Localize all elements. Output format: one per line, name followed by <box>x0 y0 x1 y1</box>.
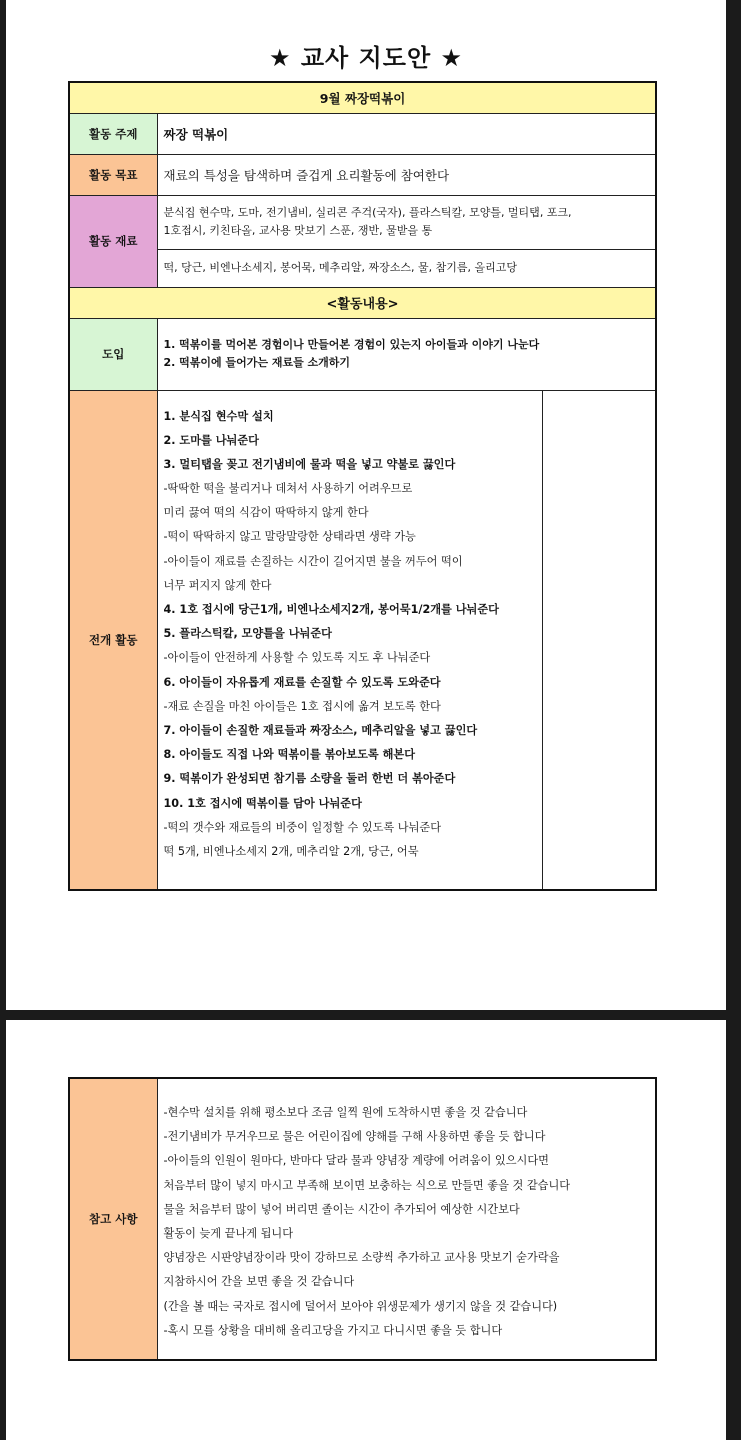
lesson-plan-table <box>68 81 657 891</box>
notes-line: 양념장은 시판양념장이라 맛이 강하므로 소량씩 추가하고 교사용 맛보기 숟가락을 <box>163 1251 560 1265</box>
plan-header: 9월 짜장떡볶이 <box>69 82 656 113</box>
notes-table <box>68 1077 657 1361</box>
page-title: ★ 교사 지도안 ★ <box>268 44 464 72</box>
dev-line: -떡의 갯수와 재료들의 비중이 일정할 수 있도록 나눠준다 <box>163 820 441 834</box>
materials-label: 활동 재료 <box>69 195 157 287</box>
notes-line: 처음부터 많이 넣지 마시고 부족해 보이면 보충하는 식으로 만들면 좋을 것 같습니다 <box>163 1178 571 1192</box>
document-page-1 <box>6 0 726 1010</box>
dev-line: 10. 1호 접시에 떡볶이를 담아 나눠준다 <box>163 796 362 810</box>
notes-line: -현수막 설치를 위해 평소보다 조금 일찍 원에 도착하시면 좋을 것 같습니다 <box>163 1106 528 1120</box>
document-page-2 <box>6 1020 726 1440</box>
notes-line: 물을 처음부터 많이 넣어 버리면 졸이는 시간이 추가되어 예상한 시간보다 <box>163 1202 520 1216</box>
notes-label: 참고 사항 <box>69 1078 157 1360</box>
topic-label: 활동 주제 <box>69 113 157 154</box>
dev-line: 5. 플라스틱칼, 모양틀을 나눠준다 <box>163 627 332 641</box>
dev-line: -딱딱한 떡을 불리거나 데쳐서 사용하기 어려우므로 <box>163 482 413 496</box>
notes-line: -전기냄비가 무거우므로 물은 어린이집에 양해를 구해 사용하면 좋을 듯 합니다 <box>163 1130 546 1144</box>
dev-side-column <box>542 390 656 890</box>
dev-line: 8. 아이들도 직접 나와 떡볶이를 볶아보도록 해본다 <box>163 748 416 762</box>
dev-content <box>157 390 542 890</box>
intro-label: 도입 <box>69 318 157 390</box>
materials-tools-line: 분식집 현수막, 도마, 전기냄비, 실리콘 주걱(국자), 플라스틱칼, 모양틀, 멀티탭, 포크, <box>163 206 572 219</box>
dev-line: 9. 떡볶이가 완성되면 참기름 소량을 둘러 한번 더 볶아준다 <box>163 772 456 786</box>
dev-line: 3. 멀티탭을 꽂고 전기냄비에 물과 떡을 넣고 약불로 끓인다 <box>163 457 456 471</box>
dev-line: 너무 퍼지지 않게 한다 <box>163 578 272 592</box>
intro-line: 1. 떡볶이를 먹어본 경험이나 만들어본 경험이 있는지 아이들과 이야기 나눈다 <box>163 338 540 351</box>
dev-line: 1. 분식집 현수막 설치 <box>163 409 274 423</box>
dev-line: -재료 손질을 마친 아이들은 1호 접시에 옮겨 보도록 한다 <box>163 699 441 713</box>
dev-line: -떡이 딱딱하지 않고 말랑말랑한 상태라면 생략 가능 <box>163 530 416 544</box>
dev-line: 7. 아이들이 손질한 재료들과 짜장소스, 메추리알을 넣고 끓인다 <box>163 723 478 737</box>
dev-line: 6. 아이들이 자유롭게 재료를 손질할 수 있도록 도와준다 <box>163 675 441 689</box>
dev-line: 떡 5개, 비엔나소세지 2개, 메추리알 2개, 당근, 어묵 <box>163 844 419 858</box>
materials-food: 떡, 당근, 비엔나소세지, 봉어묵, 메추리알, 짜장소스, 물, 참기름, 올리고당 <box>157 249 656 287</box>
materials-tools <box>157 195 656 249</box>
notes-content <box>157 1078 656 1360</box>
topic-value: 짜장 떡볶이 <box>157 113 656 154</box>
notes-lines <box>164 1101 650 1343</box>
intro-content <box>157 318 656 390</box>
dev-label: 전개 활동 <box>69 390 157 890</box>
goal-value: 재료의 특성을 탐색하며 즐겁게 요리활동에 참여한다 <box>157 154 656 195</box>
notes-line: 활동이 늦게 끝나게 됩니다 <box>163 1227 294 1240</box>
goal-label: 활동 목표 <box>69 154 157 195</box>
notes-line: -아이들의 인원이 원마다, 반마다 달라 물과 양념장 계량에 어려움이 있으시다면 <box>163 1154 549 1168</box>
dev-line: -아이들이 재료를 손질하는 시간이 길어지면 불을 꺼두어 떡이 <box>163 554 463 568</box>
dev-line: 미리 끓여 떡의 식감이 딱딱하지 않게 한다 <box>163 506 369 520</box>
notes-line: -혹시 모를 상황을 대비해 올리고당을 가지고 다니시면 좋을 듯 합니다 <box>163 1323 503 1337</box>
notes-line: 지참하시어 간을 보면 좋을 것 같습니다 <box>163 1275 355 1289</box>
section-header: <활동내용> <box>69 287 656 318</box>
intro-line: 2. 떡볶이에 들어가는 재료들 소개하기 <box>163 356 351 369</box>
dev-lines <box>164 405 536 865</box>
notes-line: (간을 볼 때는 국자로 접시에 덜어서 보아야 위생문제가 생기지 않을 것 같습니다) <box>163 1299 558 1313</box>
materials-tools-line: 1호접시, 키친타올, 교사용 맛보기 스푼, 쟁반, 물받을 통 <box>163 224 433 237</box>
dev-line: 4. 1호 접시에 당근1개, 비엔나소세지2개, 봉어묵1/2개를 나눠준다 <box>163 603 499 616</box>
dev-line: 2. 도마를 나눠준다 <box>163 433 259 447</box>
dev-line: -아이들이 안전하게 사용할 수 있도록 지도 후 나눠준다 <box>163 651 431 665</box>
